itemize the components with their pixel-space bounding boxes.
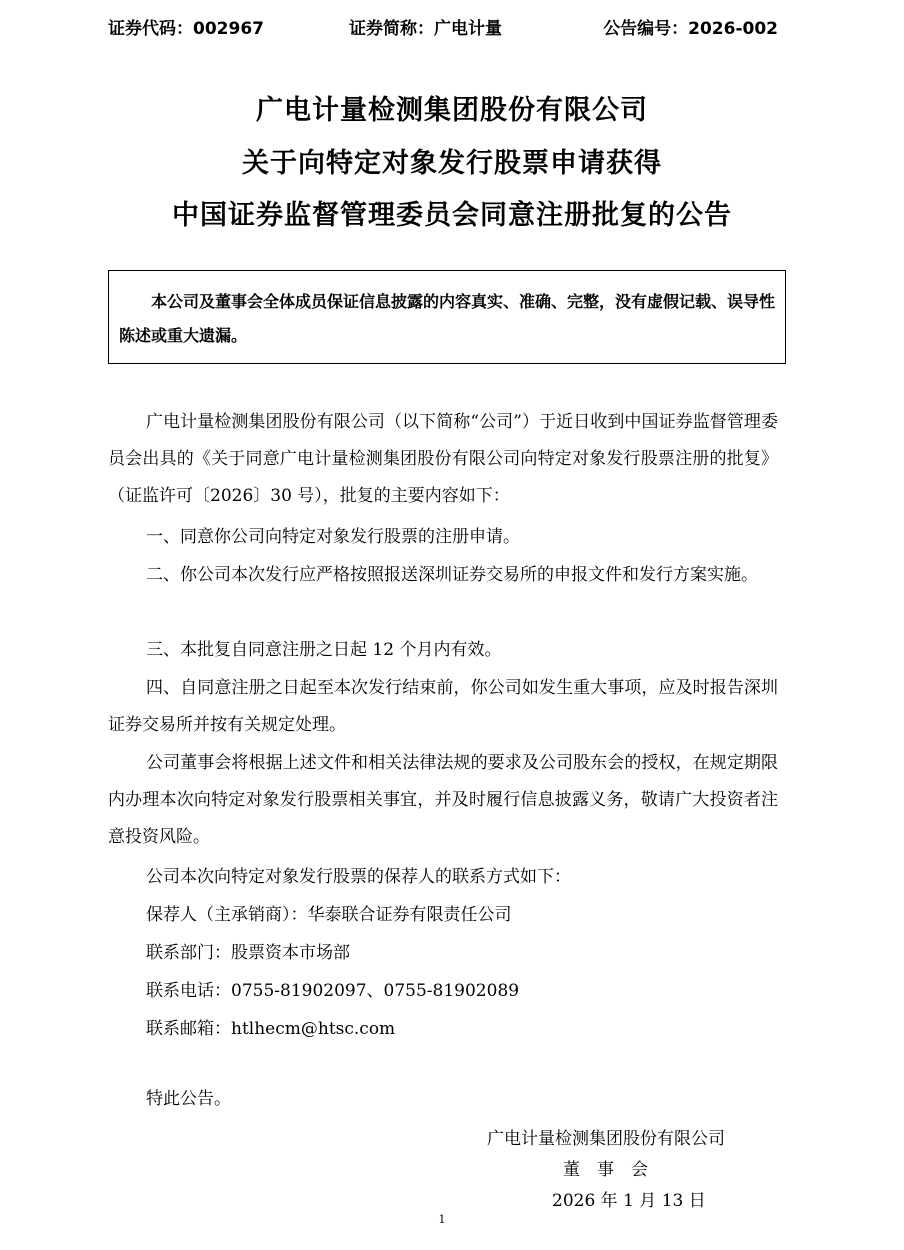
disclosure-notice-text: 本公司及董事会全体成员保证信息披露的内容真实、准确、完整，没有虚假记载、误导性陈述或重大遗漏。: [119, 292, 776, 345]
contact-email: 联系邮箱：htlhecm@htsc.com: [146, 1019, 396, 1039]
signature-board: 董 事 会: [563, 1160, 648, 1180]
sponsor-contact-intro: 公司本次向特定对象发行股票的保荐人的联系方式如下：: [146, 867, 571, 887]
page-number: 1: [438, 1213, 446, 1226]
board-statement-paragraph: 公司董事会将根据上述文件和相关法律法规的要求及公司股东会的授权，在规定期限内办理本次向特定对象发行股票相关事宜，并及时履行信息披露义务，敬请广大投资者注意投资风险。: [108, 753, 778, 847]
header-row: [108, 14, 778, 42]
approval-item-3: 三、本批复自同意注册之日起 12 个月内有效。: [146, 640, 502, 660]
title-line-1: 广电计量检测集团股份有限公司: [256, 95, 648, 126]
intro-paragraph: 广电计量检测集团股份有限公司（以下简称“公司”）于近日收到中国证券监督管理委员会出具的《关于同意广电计量检测集团股份有限公司向特定对象发行股票注册的批复》（证监许可〔2026〕30 号），批复的主要内容如下：: [108, 412, 778, 506]
approval-item-2: 二、你公司本次发行应严格按照报送深圳证券交易所的申报文件和发行方案实施。: [146, 565, 758, 585]
closing-statement: 特此公告。: [146, 1089, 231, 1109]
signature-company: 广电计量检测集团股份有限公司: [487, 1129, 725, 1149]
signature-date: 2026 年 1 月 13 日: [552, 1191, 706, 1211]
sponsor-name: 保荐人（主承销商）：华泰联合证券有限责任公司: [146, 905, 512, 925]
stock-abbreviation: 证券简称：广电计量: [349, 19, 502, 39]
contact-department: 联系部门：股票资本市场部: [146, 943, 350, 963]
title-line-3: 中国证券监督管理委员会同意注册批复的公告: [172, 200, 732, 231]
approval-item-1: 一、同意你公司向特定对象发行股票的注册申请。: [146, 527, 520, 547]
announcement-number: 公告编号：2026-002: [603, 19, 778, 39]
approval-item-4: 四、自同意注册之日起至本次发行结束前，你公司如发生重大事项，应及时报告深圳证券交易所并按有关规定处理。: [108, 678, 778, 735]
contact-phone: 联系电话：0755-81902097、0755-81902089: [146, 981, 520, 1001]
stock-code: 证券代码：002967: [108, 19, 264, 39]
disclosure-notice-box: [108, 270, 786, 364]
title-line-2: 关于向特定对象发行股票申请获得: [242, 148, 662, 179]
